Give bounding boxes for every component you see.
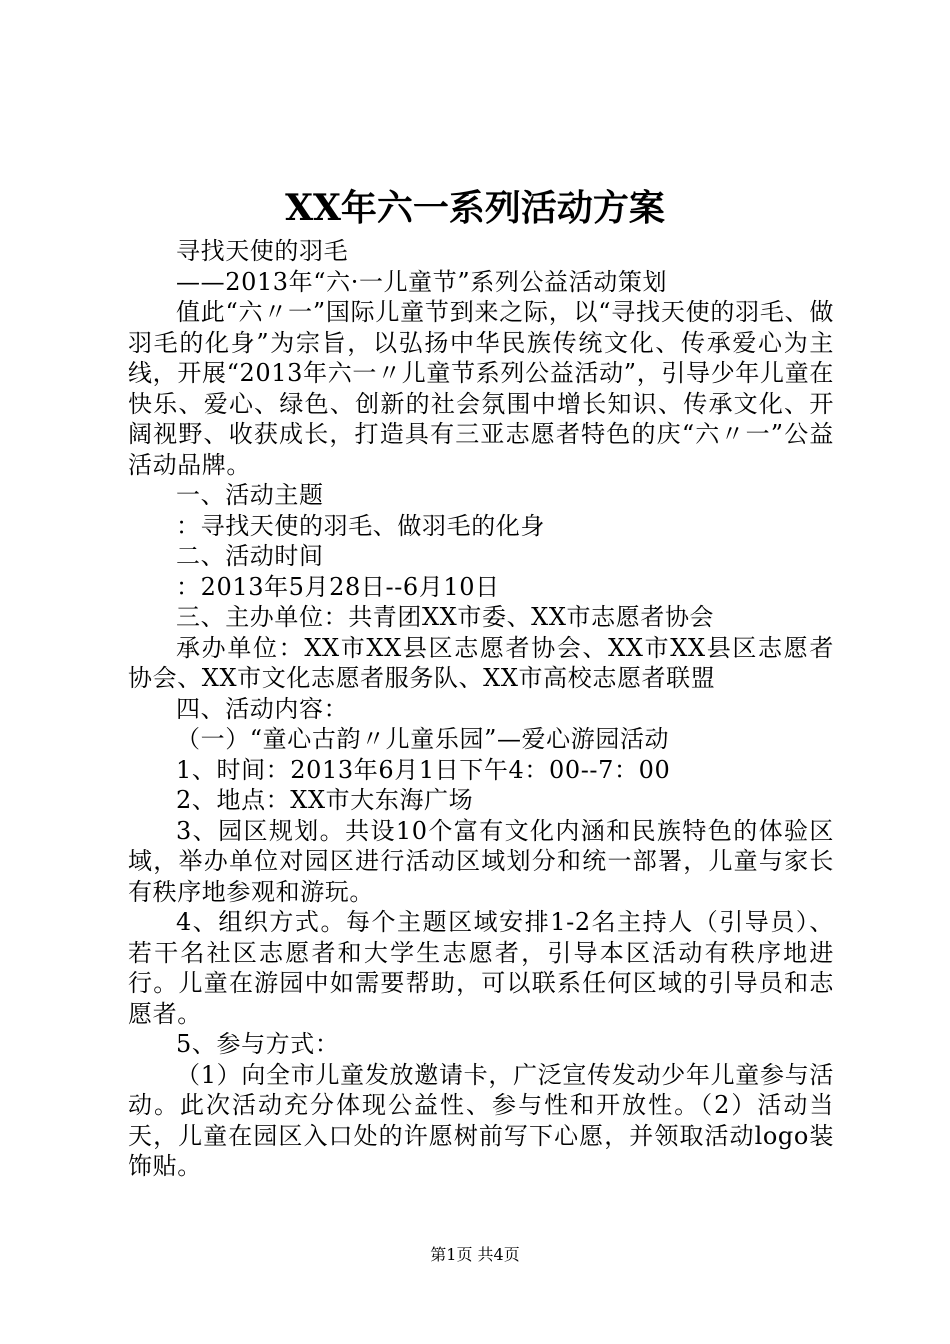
paragraph: 1、时间：2013年6月1日下午4：00--7：00 <box>176 755 671 784</box>
paragraph: 3、园区规划。共设10个富有文化内涵和民族特色的体验区域，举办单位对园区进行活动区域划分和统一部署，儿童与家长有秩序地参观和游玩。 <box>128 816 834 906</box>
paragraph: ：2013年5月28日--6月10日 <box>176 572 500 601</box>
paragraph: 四、活动内容： <box>176 694 349 723</box>
paragraph: 承办单位：XX市XX县区志愿者协会、XX市XX县区志愿者协会、XX市文化志愿者服务队、XX市高校志愿者联盟 <box>128 633 834 692</box>
paragraph: 二、活动时间 <box>176 542 324 570</box>
paragraph: （1）向全市儿童发放邀请卡，广泛宣传发动少年儿童参与活动。此次活动充分体现公益性、参与性和开放性。（2）活动当天，儿童在园区入口处的许愿树前写下心愿，并领取活动logo装饰贴。 <box>128 1060 834 1180</box>
document-body <box>128 236 834 1182</box>
document-title: XX年六一系列活动方案 <box>285 187 665 229</box>
paragraph: 4、组织方式。每个主题区域安排1-2名主持人（引导员）、若干名社区志愿者和大学生志愿者，引导本区活动有秩序地进行。儿童在游园中如需要帮助，可以联系任何区域的引导员和志愿者。 <box>128 908 834 1028</box>
paragraph: ——2013年“六·一儿童节”系列公益活动策划 <box>176 267 668 296</box>
paragraph: ：寻找天使的羽毛、做羽毛的化身 <box>176 511 545 540</box>
paragraph: 一、活动主题 <box>176 481 324 509</box>
page-footer: 第1页 共4页 <box>430 1245 520 1264</box>
paragraph: 2、地点：XX市大东海广场 <box>176 786 474 814</box>
paragraph: 值此“六〃一”国际儿童节到来之际，以“寻找天使的羽毛、做羽毛的化身”为宗旨，以弘扬中华民族传统文化、传承爱心为主线，开展“2013年六一〃儿童节系列公益活动”，引导少年儿童在快乐、爱心、绿色、创新的社会氛围中增长知识、传承文化、开阔视野、收获成长，打造具有三亚志愿者特色的庆“六〃一”公益活动品牌。 <box>128 298 834 479</box>
paragraph: （一）“童心古韵〃儿童乐园”—爱心游园活动 <box>176 725 670 753</box>
paragraph: 5、参与方式： <box>176 1030 340 1058</box>
paragraph: 三、主办单位：共青团XX市委、XX市志愿者协会 <box>176 603 715 631</box>
paragraph: 寻找天使的羽毛 <box>176 237 349 265</box>
